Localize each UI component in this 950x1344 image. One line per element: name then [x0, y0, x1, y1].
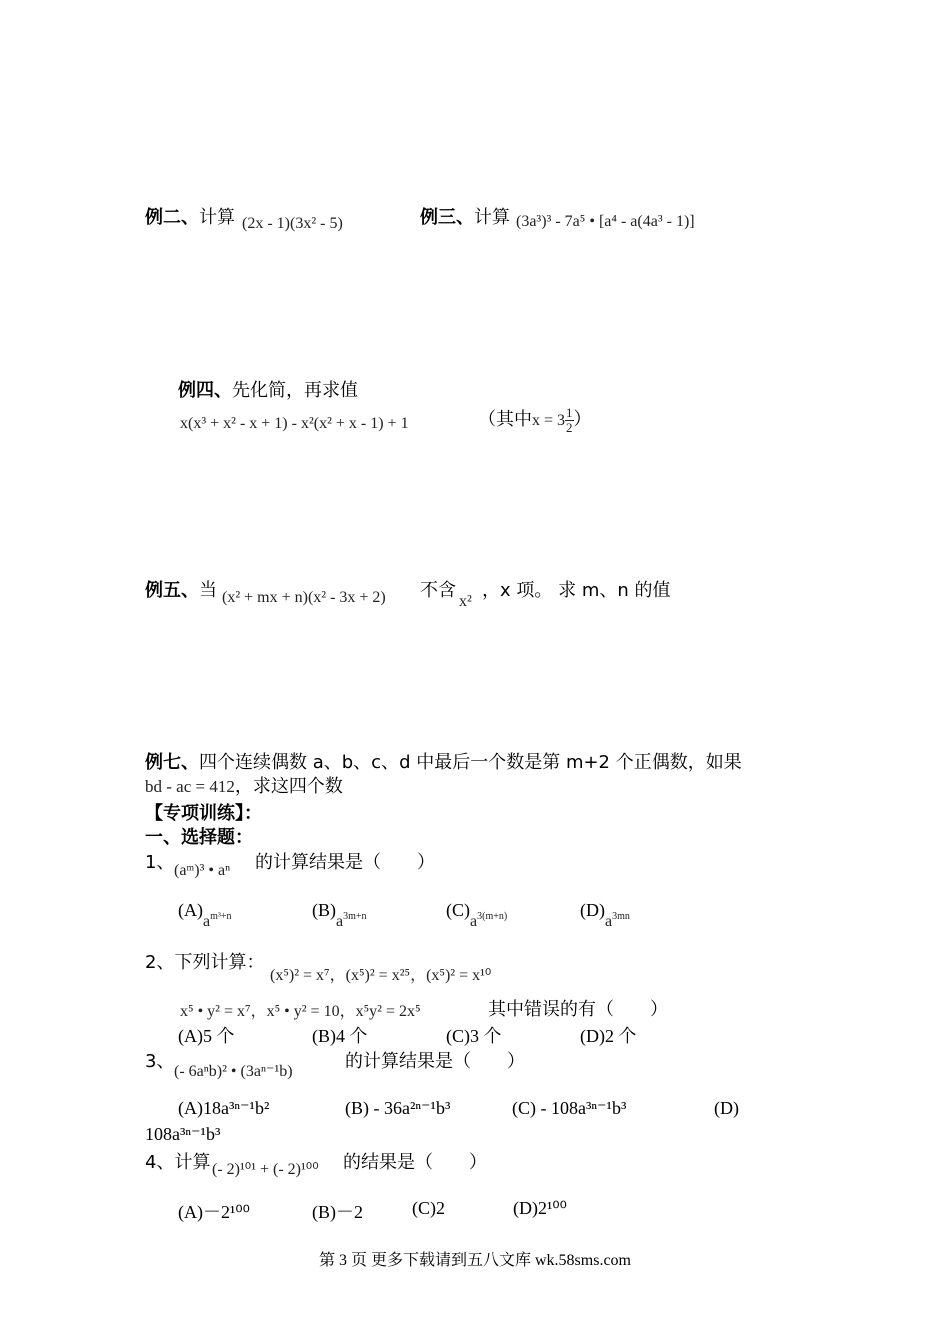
q3-number: 3、 [145, 1051, 175, 1072]
q3-expression: (- 6aⁿb)² • (3aⁿ⁻¹b) [174, 1063, 293, 1080]
example-7-text: ，求这四个数 [234, 776, 343, 797]
q4-text2: 的结果是（ ） [343, 1152, 487, 1173]
q1-text: 的计算结果是（ ） [255, 852, 435, 873]
example-2-label: 例二、 [145, 207, 199, 228]
section-title: 一、选择题： [145, 827, 253, 848]
q2-row2: x⁵ • y² = x⁷，x⁵ • y² = 10，x⁵y² = 2x⁵ [180, 1003, 421, 1020]
q4-option-d: (D)2¹⁰⁰ [513, 1198, 567, 1218]
q2-option-b: (B)4 个 [312, 1026, 368, 1046]
q1-option-d-label: (D) [580, 900, 605, 920]
q1-option-c-exp: 3(m+n) [477, 911, 508, 922]
q2-row1: (x⁵)² = x⁷，(x⁵)² = x²⁵，(x⁵)² = x¹⁰ [270, 967, 492, 984]
example-2-text: 计算 [199, 207, 235, 228]
example-5-x-squared: x² [459, 593, 472, 610]
q2-number: 2、 [145, 952, 175, 973]
q1-option-b-label: (B) [312, 900, 336, 920]
example-4 [178, 376, 358, 402]
example-5-label: 例五、 [145, 580, 199, 601]
condition-open: （其中 [478, 409, 532, 430]
example-5-expression: (x² + mx + n)(x² - 3x + 2) [222, 589, 386, 606]
condition-x: x = 3 [532, 412, 566, 429]
fraction-denominator: 2 [566, 420, 573, 435]
q1-option-d-base: a [605, 913, 613, 930]
example-2-expression: (2x - 1)(3x² - 5) [242, 215, 343, 232]
example-3-expression: (3a³)³ - 7a⁵ • [a⁴ - a(4a³ - 1)] [516, 213, 695, 230]
condition-fraction [565, 406, 574, 435]
q2-text: 下列计算： [174, 952, 265, 973]
q1-option-a [178, 900, 232, 930]
example-3-text: 计算 [474, 207, 510, 228]
q3-option-d: (D) [714, 1098, 739, 1118]
q1-option-a-label: (A) [178, 900, 203, 920]
example-7-line1: 四个连续偶数 a、b、c、d 中最后一个数是第 m+2 个正偶数，如果 [199, 752, 742, 773]
example-3 [420, 203, 510, 229]
q1-option-a-exp: m³+n [210, 911, 232, 922]
q1-option-d [580, 900, 630, 930]
example-7 [145, 748, 742, 774]
q2-row2-text: 其中错误的有（ ） [488, 999, 668, 1020]
q2-option-d: (D)2 个 [580, 1026, 637, 1046]
q1-option-c-label: (C) [446, 900, 470, 920]
q2-option-a: (A)5 个 [178, 1026, 235, 1046]
q2-number-text [145, 948, 264, 974]
fraction-numerator: 1 [566, 405, 573, 420]
example-5-text-pre: 当 [199, 580, 217, 601]
q3-option-c: (C) - 108a³ⁿ⁻¹b³ [512, 1098, 627, 1118]
q3-option-a: (A)18a³ⁿ⁻¹b² [178, 1098, 270, 1118]
example-7-expression: bd - ac = 412 [145, 777, 235, 796]
q4-option-b: (B)－2 [312, 1202, 363, 1222]
q1-option-d-exp: 3mn [612, 911, 630, 922]
example-2 [145, 203, 235, 229]
q1-option-a-base: a [203, 913, 211, 930]
q1-option-b [312, 900, 367, 930]
q4-option-c: (C)2 [412, 1198, 445, 1218]
q4-option-a: (A)－2¹⁰⁰ [178, 1202, 250, 1222]
example-7-label: 例七、 [145, 752, 199, 773]
q1-expression: (aᵐ)³ • aⁿ [174, 862, 231, 879]
q1-option-b-base: a [336, 913, 344, 930]
example-3-label: 例三、 [420, 207, 474, 228]
q4-number-text [145, 1148, 210, 1174]
example-7-line2 [145, 772, 343, 798]
q1-number: 1、 [145, 852, 175, 873]
example-4-condition [478, 405, 592, 435]
q4-expression: (- 2)¹⁰¹ + (- 2)¹⁰⁰ [212, 1161, 319, 1178]
example-5-text-mid: 不含 [420, 580, 456, 601]
example-4-text: 先化简，再求值 [232, 380, 358, 401]
q4-text: 计算 [174, 1152, 211, 1173]
q2-option-c: (C)3 个 [446, 1026, 502, 1046]
q1-option-c-base: a [470, 913, 478, 930]
example-5-text-post: ，x 项。 求 m、n 的值 [482, 580, 671, 601]
example-4-expression: x(x³ + x² - x + 1) - x²(x² + x - 1) + 1 [180, 415, 409, 432]
example-5 [145, 576, 217, 602]
q3-option-d-continued: 108a³ⁿ⁻¹b³ [145, 1124, 221, 1144]
q3-text: 的计算结果是（ ） [345, 1051, 525, 1072]
q1-option-c [446, 900, 508, 930]
example-4-label: 例四、 [178, 380, 232, 401]
training-title: 【专项训练】： [145, 803, 262, 824]
condition-close: ） [573, 409, 592, 430]
q1-option-b-exp: 3m+n [343, 911, 367, 922]
page-footer: 第 3 页 更多下载请到五八文库 wk.58sms.com [318, 1252, 631, 1269]
q4-number: 4、 [145, 1152, 175, 1173]
q3-option-b: (B) - 36a²ⁿ⁻¹b³ [345, 1098, 451, 1118]
